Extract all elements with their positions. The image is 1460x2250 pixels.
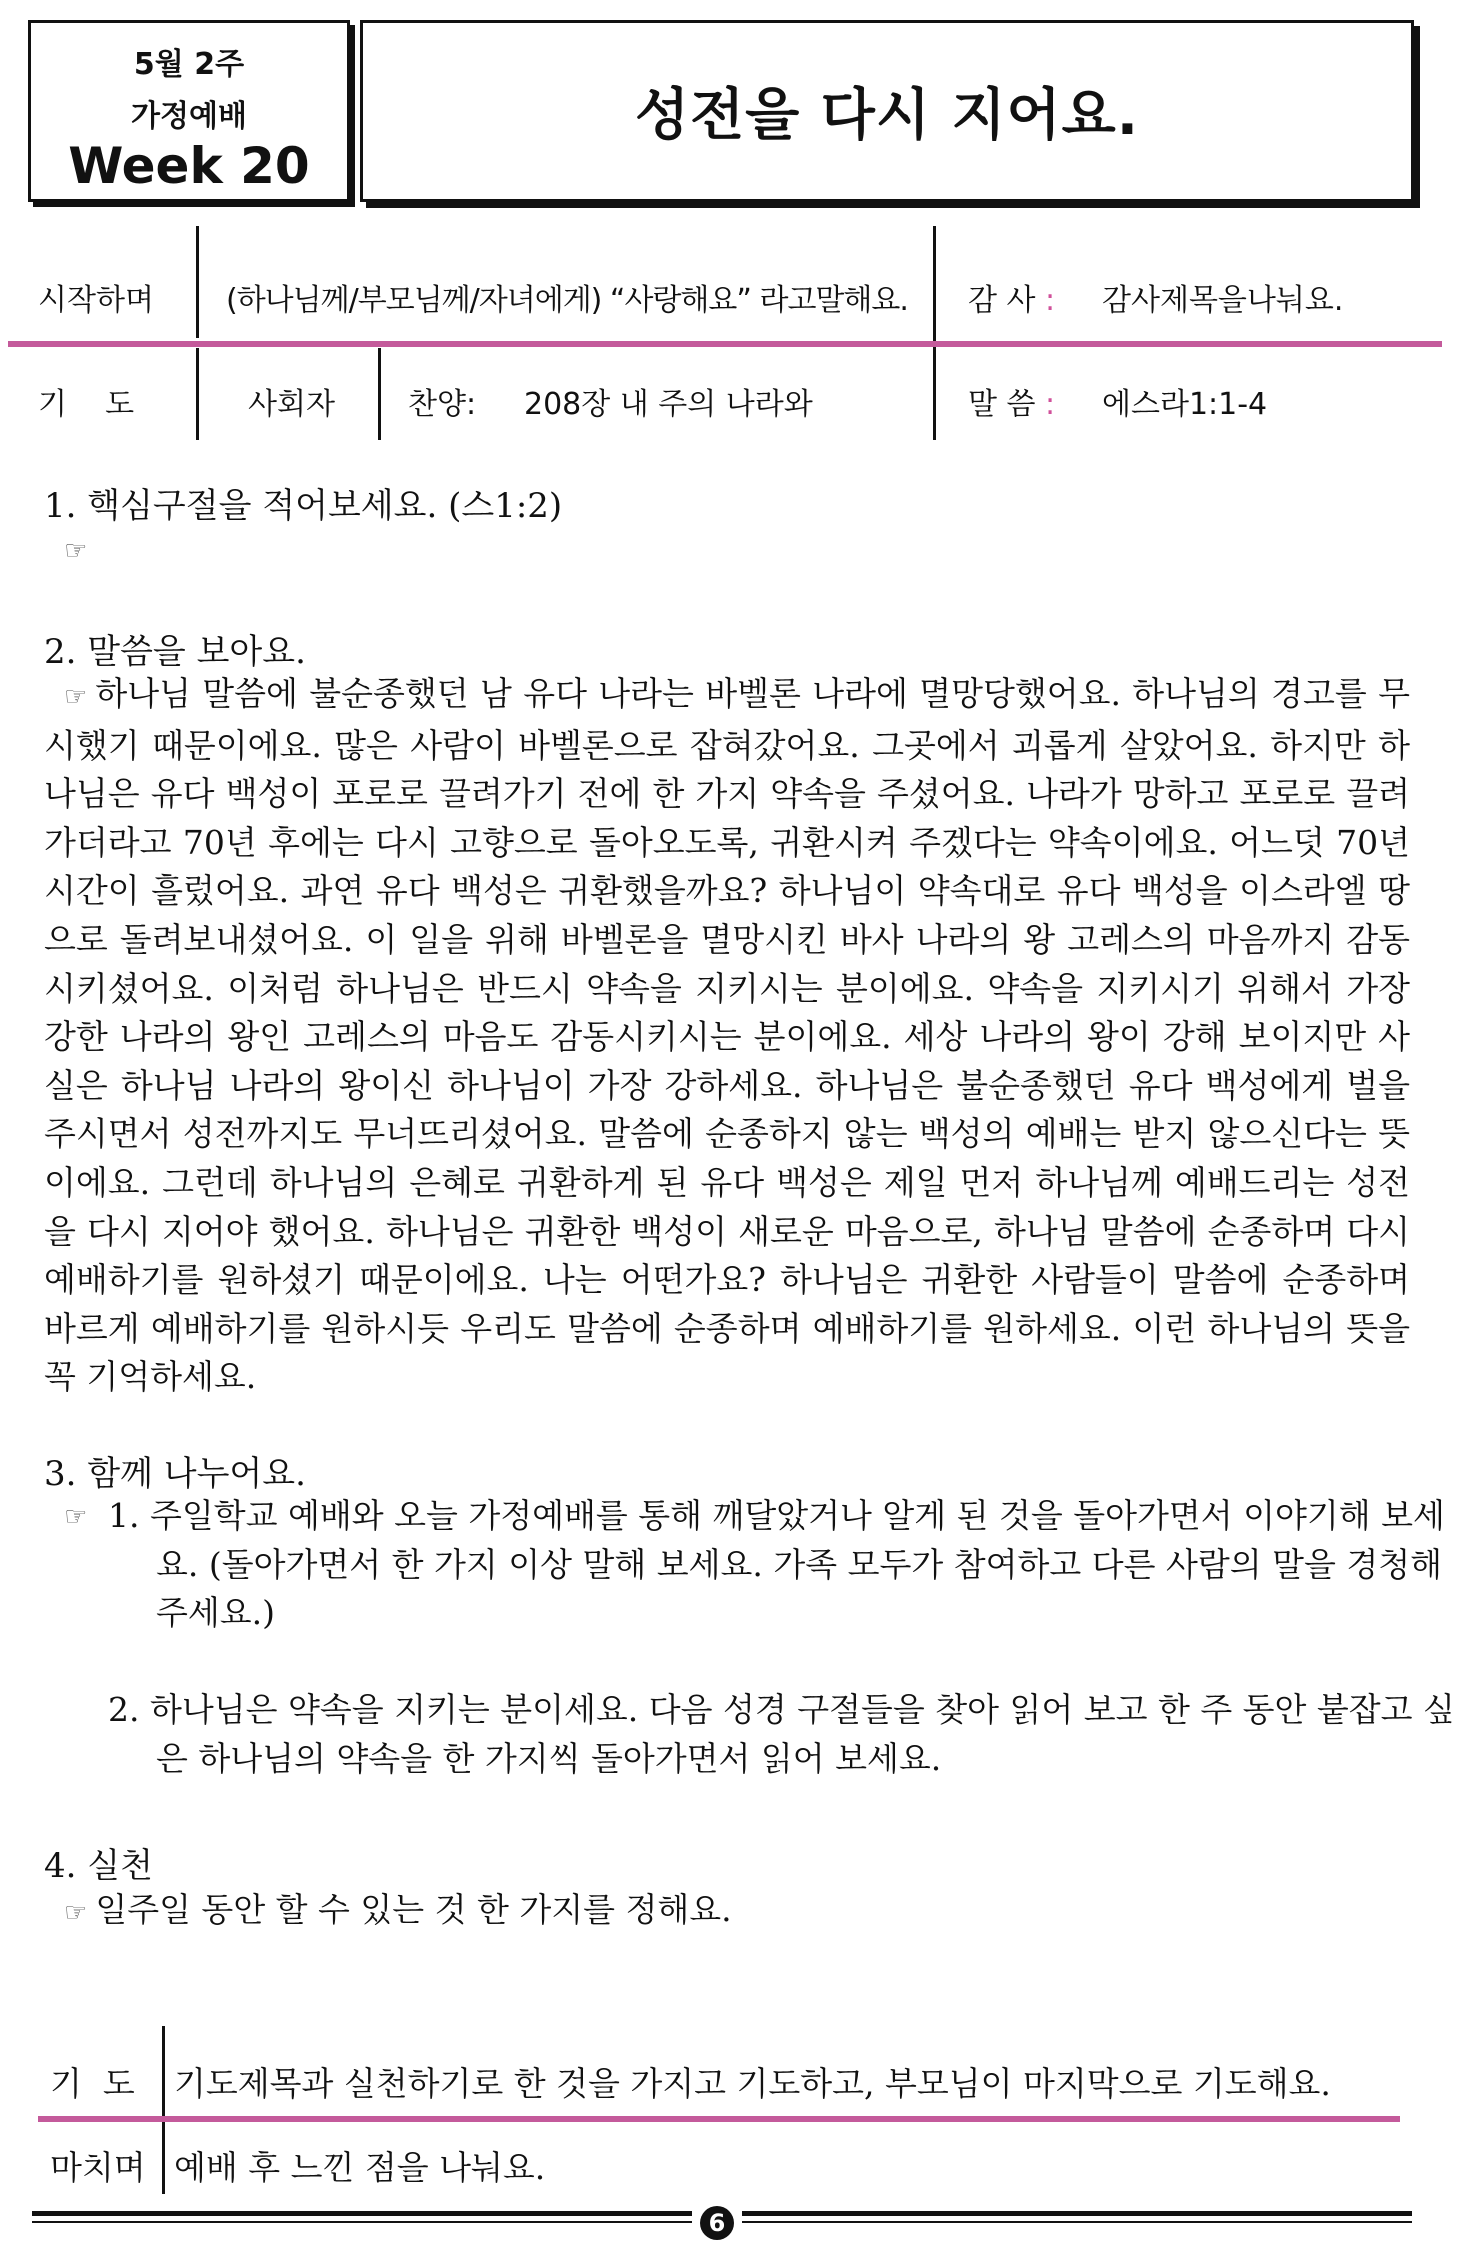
- section-3-heading: 3. 함께 나누어요.: [44, 1454, 306, 1494]
- category-label: 가정예배: [131, 99, 247, 134]
- thanks-text: 감사제목을나눠요.: [1102, 283, 1344, 318]
- closing-end-label: 마치며: [50, 2148, 146, 2187]
- hymn-label: 찬양:: [408, 387, 477, 422]
- section-2-text: 하나님 말씀에 불순종했던 남 유다 나라는 바벨론 나라에 멸망당했어요. 하나님의 경고를 무시했기 때문이에요. 많은 사람이 바벨론으로 잡혀갔어요. 그곳에서 괴롭게 살았어요. 하지만 하나님은 유다 백성이 포로로 끌려가기 전에 한 가지 약속을 주셨어요. 나라가 망하고 포로로 끌려가더라고 70년 후에는 다시 고향으로 돌아오도록, 귀환시켜 주겠다는 약속이에요. 어느덧 70년 시간이 흘렀어요. 과연 유다 백성은 귀환했을까요? 하나님이 약속대로 유다 백성을 이스라엘 땅으로 돌려보내셨어요. 이 일을 위해 바벨론을 멸망시킨 바사 나라의 왕 고레스의 마음까지 감동시키셨어요. 이처럼 하나님은 반드시 약속을 지키시는 분이에요. 약속을 지키시기 위해서 가장 강한 나라의 왕인 고레스의 마음도 감동시키시는 분이에요. 세상 나라의 왕이 강해 보이지만 사실은 하나님 나라의 왕이신 하나님이 가장 강하세요. 하나님은 불순종했던 유다 백성에게 벌을 주시면서 성전까지도 무너뜨리셨어요. 말씀에 순종하지 않는 백성의 예배는 받지 않으신다는 뜻이에요. 그런데 하나님의 은혜로 귀환하게 된 유다 백성은 제일 먼저 하나님께 예배드리는 성전을 다시 지어야 했어요. 하나님은 귀환한 백성이 새로운 마음으로, 하나님 말씀에 순종하며 다시 예배하기를 원하셨기 때문이에요. 나는 어떤가요? 하나님은 귀환한 사람들이 말씀에 순종하며 바르게 예배하기를 원하시듯 우리도 말씀에 순종하며 예배하기를 원하세요. 이런 하나님의 뜻을 꼭 기억하세요.: [44, 674, 1410, 1397]
- word-text: 에스라1:1-4: [1102, 387, 1268, 422]
- thanks-colon: :: [1045, 283, 1056, 318]
- week-number: Week 20: [68, 137, 310, 195]
- section-2-heading: 2. 말씀을 보아요.: [44, 632, 306, 672]
- closing-end-text: 예배 후 느낀 점을 나눠요.: [174, 2148, 546, 2187]
- closing-prayer-text: 기도제목과 실천하기로 한 것을 가지고 기도하고, 부모님이 마지막으로 기도해요.: [174, 2064, 1331, 2103]
- pink-divider: [38, 2116, 1400, 2122]
- footer-bar-right: [742, 2211, 1412, 2216]
- section-2-body: [44, 670, 1410, 1402]
- footer-bar-right-thin: [742, 2221, 1412, 2223]
- section-1-heading: 1. 핵심구절을 적어보세요. (스1:2): [44, 486, 563, 526]
- section-3-item-2: 2. 하나님은 약속을 지키는 분이세요. 다음 성경 구절들을 찾아 읽어 보고 한 주 동안 붙잡고 싶은 하나님의 약속을 한 가지씩 돌아가면서 읽어 보세요.: [108, 1690, 1455, 1778]
- prayer-label: 기 도: [38, 387, 135, 422]
- opening-label: 시작하며: [38, 283, 154, 318]
- footer-bar-left-thin: [32, 2221, 692, 2223]
- leader-label: 사회자: [248, 387, 335, 422]
- pointing-hand-icon: ☞: [64, 682, 88, 712]
- divider: [378, 348, 381, 440]
- footer-bar-left: [32, 2211, 692, 2216]
- divider: [196, 348, 199, 440]
- opening-text: (하나님께/부모님께/자녀에게) “사랑해요” 라고말해요.: [226, 283, 908, 318]
- word-label: 말 씀: [968, 387, 1036, 422]
- pointing-hand-icon: ☞: [64, 1502, 88, 1532]
- hymn-text: 208장 내 주의 나라와: [524, 387, 813, 422]
- section-3-item-1: 1. 주일학교 예배와 오늘 가정예배를 통해 깨달았거나 알게 된 것을 돌아가면서 이야기해 보세요. (돌아가면서 한 가지 이상 말해 보세요. 가족 모두가 참여하고 다른 사람의 말을 경청해 주세요.): [108, 1496, 1445, 1633]
- section-3-pointer: [64, 1502, 95, 1532]
- pointing-hand-icon: ☞: [64, 536, 88, 566]
- thanks-label: 감 사: [968, 283, 1036, 318]
- divider: [196, 226, 199, 338]
- section-4-body: [64, 1886, 1404, 1938]
- thanks-label-group: [968, 275, 1055, 319]
- word-colon: :: [1045, 387, 1056, 422]
- divider: [933, 226, 936, 440]
- divider: [162, 2122, 165, 2194]
- week-info-box: [28, 20, 350, 202]
- week-label: 5월 2주: [133, 47, 245, 82]
- divider: [162, 2026, 165, 2116]
- closing-prayer-label: 기 도: [50, 2064, 135, 2103]
- pointing-hand-icon: ☞: [64, 1898, 88, 1928]
- page-title: 성전을 다시 지어요.: [634, 83, 1140, 148]
- section-1-answer-pointer: [64, 536, 95, 566]
- page-number: 6: [700, 2206, 734, 2240]
- section-4-text: 일주일 동안 할 수 있는 것 한 가지를 정해요.: [95, 1890, 732, 1929]
- title-box: [360, 20, 1414, 202]
- section-4-heading: 4. 실천: [44, 1846, 153, 1886]
- pink-divider: [8, 341, 1442, 347]
- word-label-group: [968, 379, 1055, 423]
